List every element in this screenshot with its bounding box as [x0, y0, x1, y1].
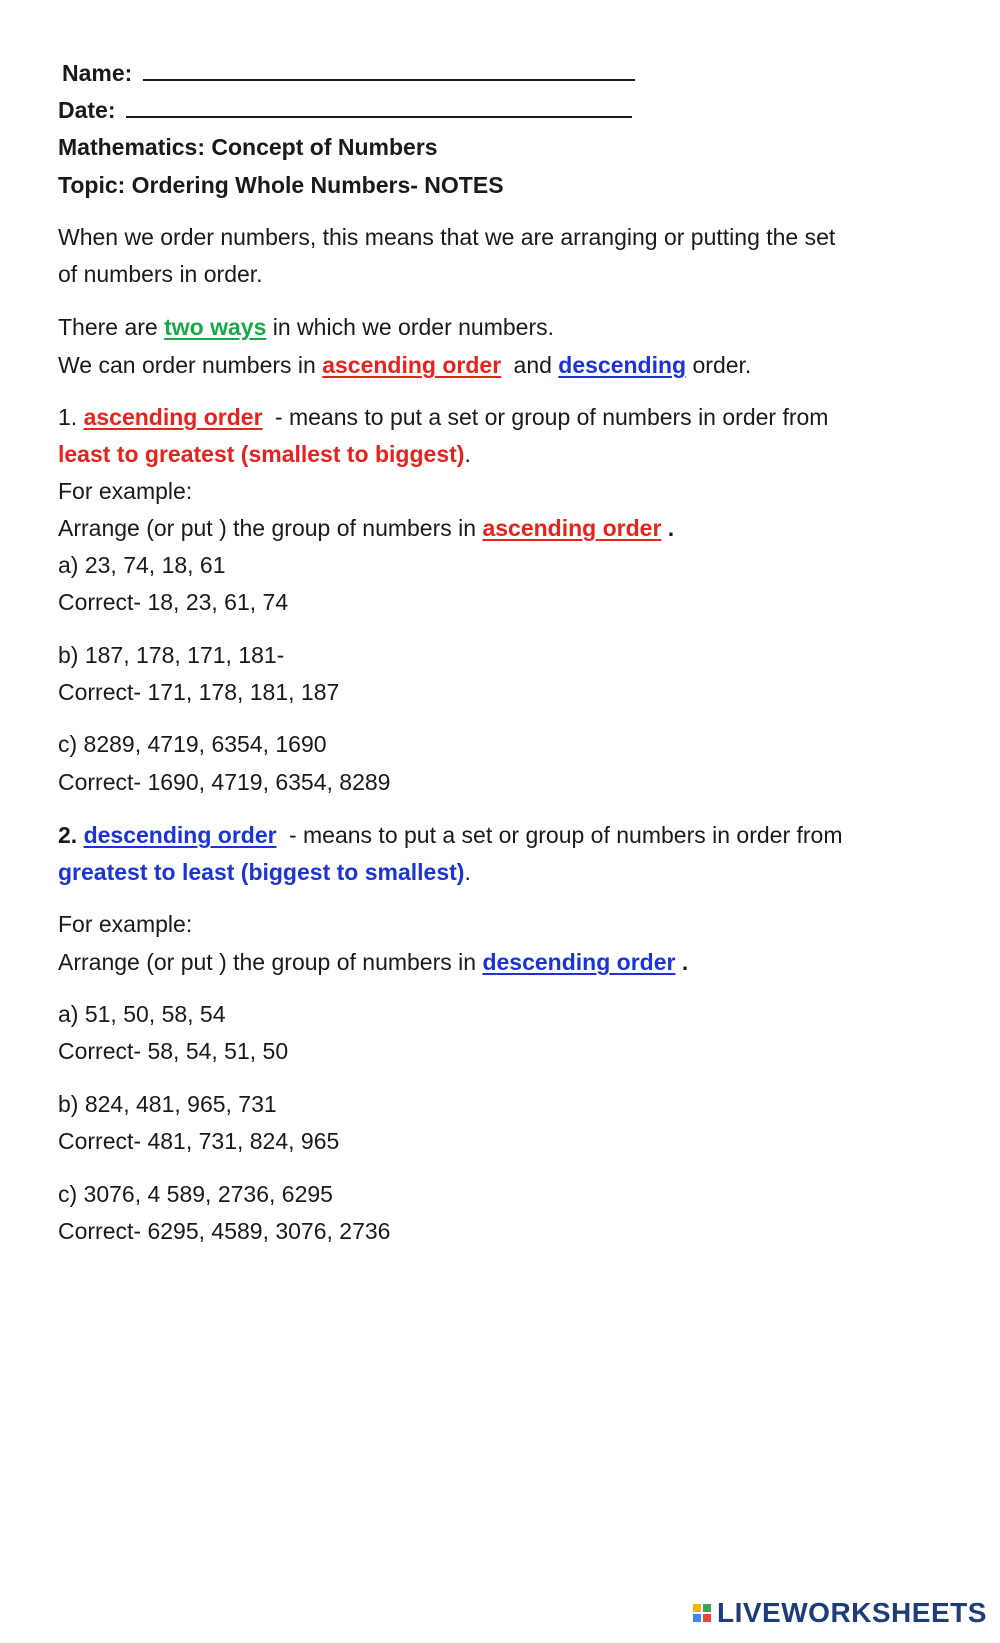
descending-instruction [58, 943, 688, 982]
ascending-instruction-post: . [667, 515, 675, 541]
ascending-instruction-term: ascending order [482, 515, 662, 541]
descending-definition-text: - means to put a set or group of numbers in order from [288, 822, 843, 848]
logo-square [693, 1614, 701, 1622]
liveworksheets-logo-text: LIVEWORKSHEETS [717, 1597, 987, 1628]
descending-definition [58, 816, 843, 855]
date-line [58, 91, 632, 130]
liveworksheets-logo-icon [693, 1604, 711, 1622]
name-blank[interactable] [143, 55, 635, 81]
descending-example-b-question: b) 824, 481, 965, 731 [58, 1091, 277, 1117]
name-label: Name: [62, 60, 133, 86]
ascending-example-a-question: a) 23, 74, 18, 61 [58, 552, 226, 578]
topic-heading: Topic: Ordering Whole Numbers- NOTES [58, 172, 504, 198]
logo-square [703, 1604, 711, 1612]
descending-number: 2. [58, 822, 78, 848]
descending-example-a-answer: Correct- 58, 54, 51, 50 [58, 1038, 289, 1064]
liveworksheets-logo[interactable] [693, 1596, 987, 1630]
ascending-instruction [58, 509, 674, 548]
two-ways-highlight: two ways [164, 314, 267, 340]
ascending-example-c-answer: Correct- 1690, 4719, 6354, 8289 [58, 769, 391, 795]
logo-square [703, 1614, 711, 1622]
ascending-instruction-pre: Arrange (or put ) the group of numbers in [58, 515, 477, 541]
descending-example-c-question: c) 3076, 4 589, 2736, 6295 [58, 1181, 333, 1207]
order-types-line [58, 346, 751, 385]
order-types-and: and [513, 352, 552, 378]
date-label: Date: [58, 97, 116, 123]
descending-term: descending [558, 352, 687, 378]
ascending-term: ascending order [322, 352, 502, 378]
descending-period: . [464, 859, 471, 885]
ascending-number: 1. [58, 404, 78, 430]
descending-definition-term: descending order [83, 822, 277, 848]
ascending-emphasis-line [58, 435, 471, 474]
ascending-example-b-question: b) 187, 178, 171, 181- [58, 642, 285, 668]
descending-emphasis: greatest to least (biggest to smallest) [58, 859, 465, 885]
intro-line-1: When we order numbers, this means that we are arranging or putting the set [58, 224, 836, 250]
two-ways-line [58, 308, 554, 347]
ascending-period: . [464, 441, 471, 467]
ascending-example-label: For example: [58, 478, 193, 504]
descending-emphasis-line [58, 853, 471, 892]
logo-square [693, 1604, 701, 1612]
descending-example-b-answer: Correct- 481, 731, 824, 965 [58, 1128, 340, 1154]
ascending-example-a-answer: Correct- 18, 23, 61, 74 [58, 589, 289, 615]
order-types-post: order. [692, 352, 752, 378]
ascending-definition [58, 398, 828, 437]
descending-instruction-term: descending order [482, 949, 676, 975]
ascending-example-b-answer: Correct- 171, 178, 181, 187 [58, 679, 340, 705]
descending-example-label: For example: [58, 911, 193, 937]
two-ways-pre: There are [58, 314, 158, 340]
ascending-example-c-question: c) 8289, 4719, 6354, 1690 [58, 731, 327, 757]
order-types-pre: We can order numbers in [58, 352, 316, 378]
descending-example-c-answer: Correct- 6295, 4589, 3076, 2736 [58, 1218, 391, 1244]
ascending-emphasis: least to greatest (smallest to biggest) [58, 441, 465, 467]
descending-example-a-question: a) 51, 50, 58, 54 [58, 1001, 226, 1027]
ascending-definition-text: - means to put a set or group of numbers in order from [274, 404, 829, 430]
name-line [62, 54, 635, 93]
ascending-definition-term: ascending order [83, 404, 263, 430]
date-blank[interactable] [126, 92, 632, 118]
descending-instruction-post: . [681, 949, 689, 975]
descending-instruction-pre: Arrange (or put ) the group of numbers in [58, 949, 477, 975]
intro-line-2: of numbers in order. [58, 261, 263, 287]
two-ways-post: in which we order numbers. [272, 314, 554, 340]
subject-heading: Mathematics: Concept of Numbers [58, 134, 438, 160]
